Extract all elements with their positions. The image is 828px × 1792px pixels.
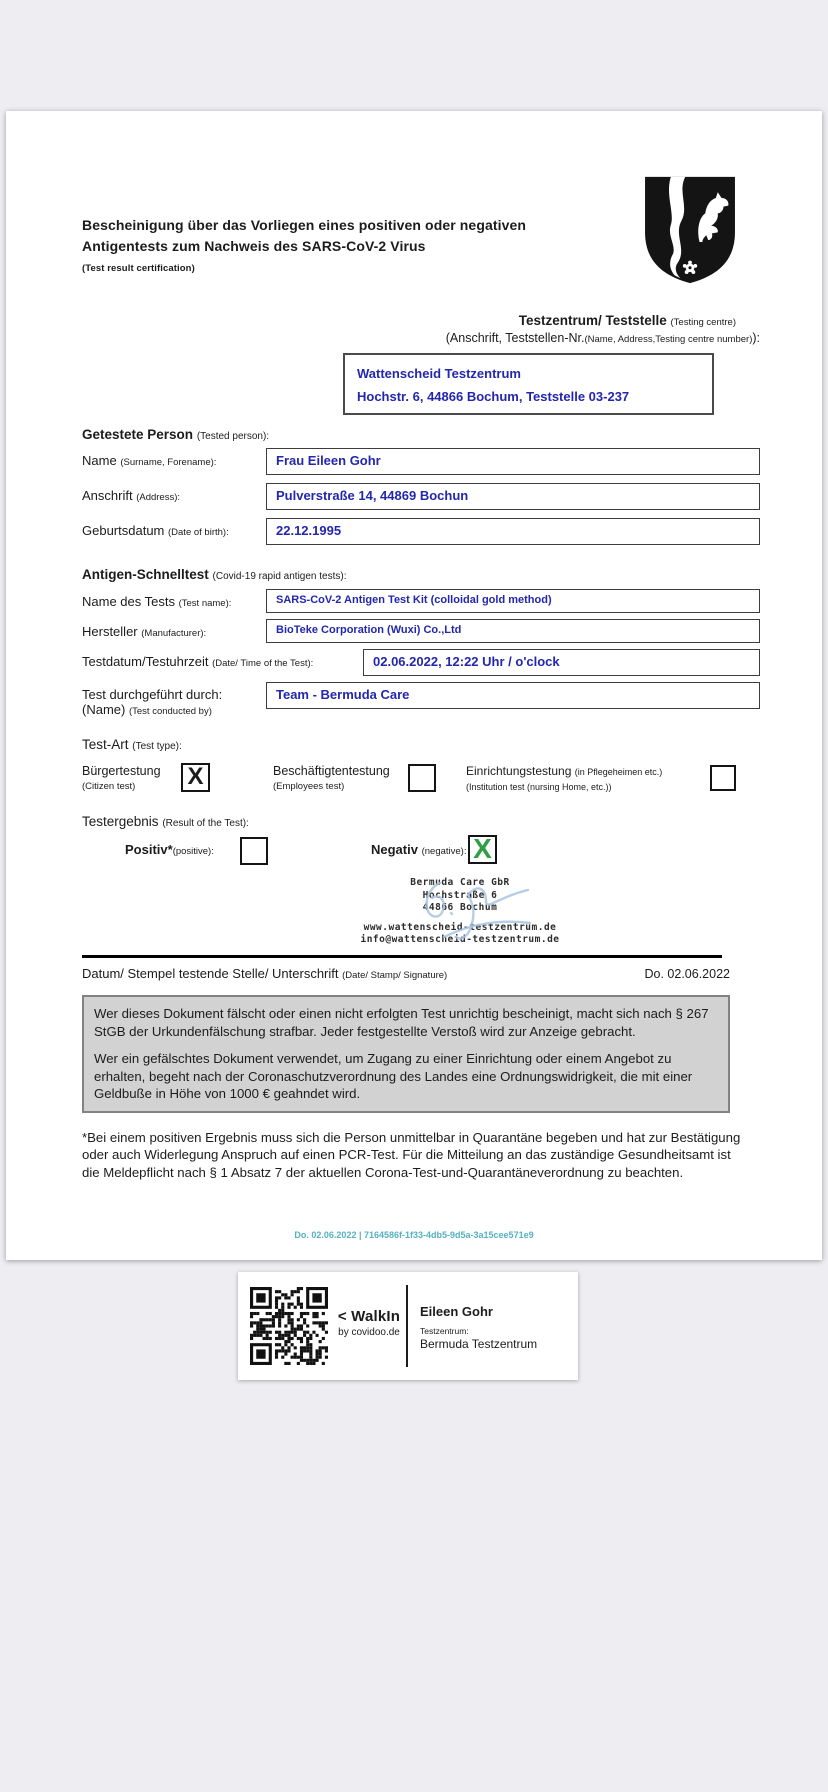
address-field-value: Pulverstraße 14, 44869 Bochun [266,483,760,510]
test-centre-heading-note: (Testing centre) [670,317,736,328]
test-type-heading [82,737,760,752]
card-person-block [420,1304,537,1351]
birthdate-field-value: 22.12.1995 [266,518,760,545]
walkin-brand-block [334,1308,404,1338]
test-type-heading-note: (Test type): [132,741,182,752]
name-field-label: Name (Surname, Forename): [82,453,217,468]
test-name-field-value: SARS-CoV-2 Antigen Test Kit (colloidal gold method) [266,589,760,613]
test-type-options-row [82,760,760,806]
negative-label: Negativ (negative): [371,842,467,857]
title-line-2: Antigentests zum Nachweis des SARS-CoV-2 Virus [82,238,426,254]
test-centre-subheading-note: (Name, Address,Testing centre number) [584,334,753,345]
certificate-date: Do. 02.06.2022 [644,967,730,981]
walkin-brand: < WalkIn [337,1308,401,1325]
positive-checkbox [240,837,268,865]
institution-test-checkbox [710,765,736,791]
stamp-text: Bermuda Care GbR Hochstraße 6 44866 Bochum www.wattenscheid-testzentrum.de info@wattenscheid-testzentrum.de [360,877,560,945]
footer-document-id: Do. 02.06.2022 | 7164586f-1f33-4db5-9d5a-3a15cee571e9 [294,1230,534,1240]
test-centre-heading-text: Testzentrum/ Teststelle [518,313,667,328]
test-centre-box [343,353,714,415]
tested-person-heading [82,427,760,442]
title-line-1: Bescheinigung über das Vorliegen eines positiven oder negativen [82,217,527,233]
test-result-heading-note: (Result of the Test): [162,818,249,829]
qr-code [250,1287,328,1365]
test-centre-heading [82,313,760,345]
name-field-row [82,448,760,475]
positive-label: Positiv*(positive): [125,842,214,857]
citizen-test-label: Bürgertestung (Citizen test) [82,764,161,792]
address-field-row [82,483,760,510]
conducted-by-field-label: Test durchgeführt durch: (Name) (Test conducted by) [82,687,223,717]
test-centre-address: Hochstr. 6, 44866 Bochum, Teststelle 03-237 [357,389,630,404]
test-datetime-field-row [82,649,760,676]
birthdate-field-row [82,518,760,545]
antigen-test-heading-note: (Covid-19 rapid antigen tests): [212,571,347,582]
checkbox-x-mark: X [187,763,204,790]
test-centre-subheading-close: ): [752,331,760,345]
tested-person-heading-note: (Tested person): [196,431,270,442]
certificate-page [6,111,822,1260]
tested-person-heading-text: Getestete Person [82,427,194,442]
warning-paragraph-1: Wer dieses Dokument fälscht oder einen nicht erfolgten Test unrichtig bescheinigt, macht sich nach § 267 StGB der Urkundenfälschung strafbar. Jeder festgestellte Verstoß wird zur Anzeige gebracht. [94,1006,709,1039]
antigen-test-heading-text: Antigen-Schnelltest [82,567,209,582]
birthdate-field-label: Geburtsdatum (Date of birth): [82,523,229,538]
card-centre-label: Testzentrum: [420,1326,469,1336]
nrw-coat-of-arms-icon [642,175,738,285]
title-note: (Test result certification) [82,263,195,274]
date-stamp-label: Datum/ Stempel testende Stelle/ Unterschrift (Date/ Stamp/ Signature) [82,966,448,981]
test-result-heading-text: Testergebnis [82,814,159,829]
walkin-card [238,1272,578,1380]
negative-checkbox [468,835,497,864]
test-centre-name: Wattenscheid Testzentrum [357,366,521,381]
test-datetime-field-label: Testdatum/Testuhrzeit (Date/ Time of the Test): [82,654,314,669]
warning-paragraph-2: Wer ein gefälschtes Dokument verwendet, um Zugang zu einer Einrichtung oder einem Angebot zu erhalten, begeht nach der Coronaschutzverordnung des Landes eine Ordnungswidrigkeit, die mit einer Geldbuße in Höhe von 1000 € geahndet wird. [94,1051,693,1101]
certificate-title [82,215,602,279]
card-centre-value: Bermuda Testzentrum [420,1337,538,1351]
conducted-by-field-value: Team - Bermuda Care [266,682,760,709]
test-datetime-field-value: 02.06.2022, 12:22 Uhr / o'clock [363,649,760,676]
checkbox-x-mark-green: X [473,833,492,864]
manufacturer-field-label: Hersteller (Manufacturer): [82,624,207,639]
card-person-name: Eileen Gohr [420,1304,493,1319]
date-stamp-signature-row [82,966,730,981]
stamp-and-signature-area [82,875,760,951]
card-divider [406,1285,408,1367]
test-result-heading [82,814,760,829]
employees-test-label: Beschäftigtentestung (Employees test) [273,764,390,792]
test-name-field-label: Name des Tests (Test name): [82,594,232,609]
name-field-value: Frau Eileen Gohr [266,448,760,475]
employees-test-checkbox [408,764,436,792]
antigen-test-heading [82,567,760,582]
positive-result-footnote: *Bei einem positiven Ergebnis muss sich die Person unmittelbar in Quarantäne begeben und hat zur Bestätigung oder auch Widerlegung Anspruch auf einen PCR-Test. Für die Mitteilung an das zuständige Gesundheitsamt ist die Meldepflicht nach § 1 Absatz 7 der aktuellen Corona-Test-und-Quarantäneverordnung zu beachten. [82,1129,741,1180]
separator-line [82,955,722,958]
manufacturer-field-row [82,619,760,643]
warning-box [82,995,730,1113]
signature-scribble-icon [410,863,550,953]
certificate-header [82,215,760,279]
test-centre-subheading: (Anschrift, Teststellen-Nr. [445,331,585,345]
institution-test-label: Einrichtungstestung (in Pflegeheimen etc.) (Institution test (nursing Home, etc.)) [466,764,663,792]
test-type-heading-text: Test-Art [82,737,129,752]
manufacturer-field-value: BioTeke Corporation (Wuxi) Co.,Ltd [266,619,760,643]
walkin-byline: by covidoo.de [338,1327,400,1338]
address-field-label: Anschrift (Address): [82,488,181,503]
conducted-by-field-row [82,682,760,719]
citizen-test-checkbox [181,763,210,792]
test-name-field-row [82,589,760,613]
